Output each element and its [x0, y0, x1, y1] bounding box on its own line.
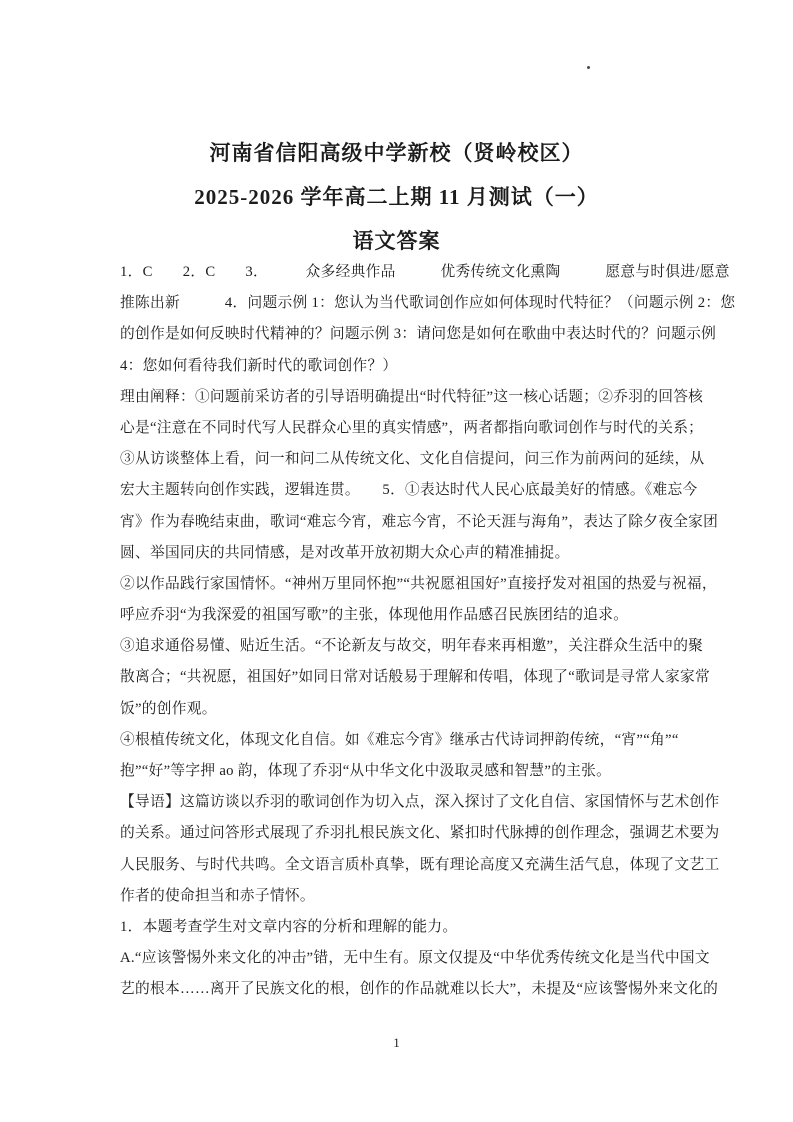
body-line: 人民服务、与时代共鸣。全文语言质朴真挚，既有理论高度又充满生活气息，体现了文艺工 [120, 856, 720, 873]
title-exam-session: 2025-2026 学年高二上期 11 月测试（一） [194, 185, 599, 209]
body-line: 呼应乔羽“为我深爱的祖国写歌”的主张，体现他用作品感召民族团结的追求。 [120, 607, 629, 624]
body-line: ④根植传统文化，体现文化自信。如《难忘今宵》继承古代诗词押韵传统，“宵”“角”“ [120, 731, 679, 748]
body-line: 1．C 2．C 3． 众多经典作品 优秀传统文化熏陶 愿意与时俱进/愿意 [120, 264, 730, 280]
body-line: ②以作品践行家国情怀。“神州万里同怀抱”“共祝愿祖国好”直接抒发对祖国的热爱与祝福， [120, 575, 717, 592]
body-line: 的关系。通过问答形式展现了乔羽扎根民族文化、紧扣时代脉搏的创作理念，强调艺术要为 [120, 825, 720, 842]
answer-body [120, 257, 736, 1006]
body-line: 圆、举国同庆的共同情感，是对改革开放初期大众心声的精准捕捉。 [120, 544, 570, 561]
stray-dot-mark [587, 66, 590, 69]
body-line: ③追求通俗易懂、贴近生活。“不论新友与故交，明年春来再相邀”，关注群众生活中的聚 [120, 638, 704, 655]
body-line: 抱”“好”等字押 ao 韵，体现了乔羽“从中华文化中汲取灵感和智慧”的主张。 [120, 763, 612, 779]
body-line: 作者的使命担当和赤子情怀。 [120, 887, 315, 904]
title-subject-answers: 语文答案 [352, 229, 441, 253]
body-line: A.“应该警惕外来文化的冲击”错，无中生有。原文仅提及“中华优秀传统文化是当代中国文 [120, 950, 710, 967]
body-line: 心是“注意在不同时代写人民群众心里的真实情感”，两者都指向歌词创作与时代的关系； [120, 419, 704, 436]
body-line: 饭”的创作观。 [120, 700, 217, 717]
body-line: 4：您如何看待我们新时代的歌词创作？） [120, 357, 398, 374]
body-line: 宵》作为春晚结束曲，歌词“难忘今宵，难忘今宵，不论天涯与海角”，表达了除夕夜全家团 [120, 513, 719, 530]
body-line: 【导语】这篇访谈以乔羽的歌词创作为切入点，深入探讨了文化自信、家国情怀与艺术创作 [120, 794, 720, 811]
body-line: 艺的根本……离开了民族文化的根，创作的作品就难以长大”，未提及“应该警惕外来文化的 [120, 981, 719, 998]
body-line: 散离合；“共祝愿，祖国好”如同日常对话般易于理解和传唱，体现了“歌词是寻常人家家常 [120, 669, 710, 686]
body-line: 理由阐释：①问题前采访者的引导语明确提出“时代特征”这一核心话题；②乔羽的回答核 [120, 388, 704, 405]
title-school-name: 河南省信阳高级中学新校（贤岭校区） [209, 141, 584, 165]
page-number: 1 [393, 1035, 400, 1050]
body-line: 推陈出新 4．问题示例 1：您认为当代歌词创作应如何体现时代特征？（问题示例 2：您 [120, 295, 736, 312]
body-line: 的创作是如何反映时代精神的？问题示例 3：请问您是如何在歌曲中表达时代的？问题示例 [120, 326, 717, 343]
page-footer [0, 1034, 793, 1052]
body-line: ③从访谈整体上看，问一和问二从传统文化、文化自信提问，问三作为前两问的延续，从 [120, 451, 705, 468]
body-line: 1．本题考查学生对文章内容的分析和理解的能力。 [120, 918, 458, 935]
body-line: 宏大主题转向创作实践，逻辑连贯。 5．①表达时代人民心底最美好的情感。《难忘今 [120, 482, 698, 499]
document-header [0, 131, 793, 263]
